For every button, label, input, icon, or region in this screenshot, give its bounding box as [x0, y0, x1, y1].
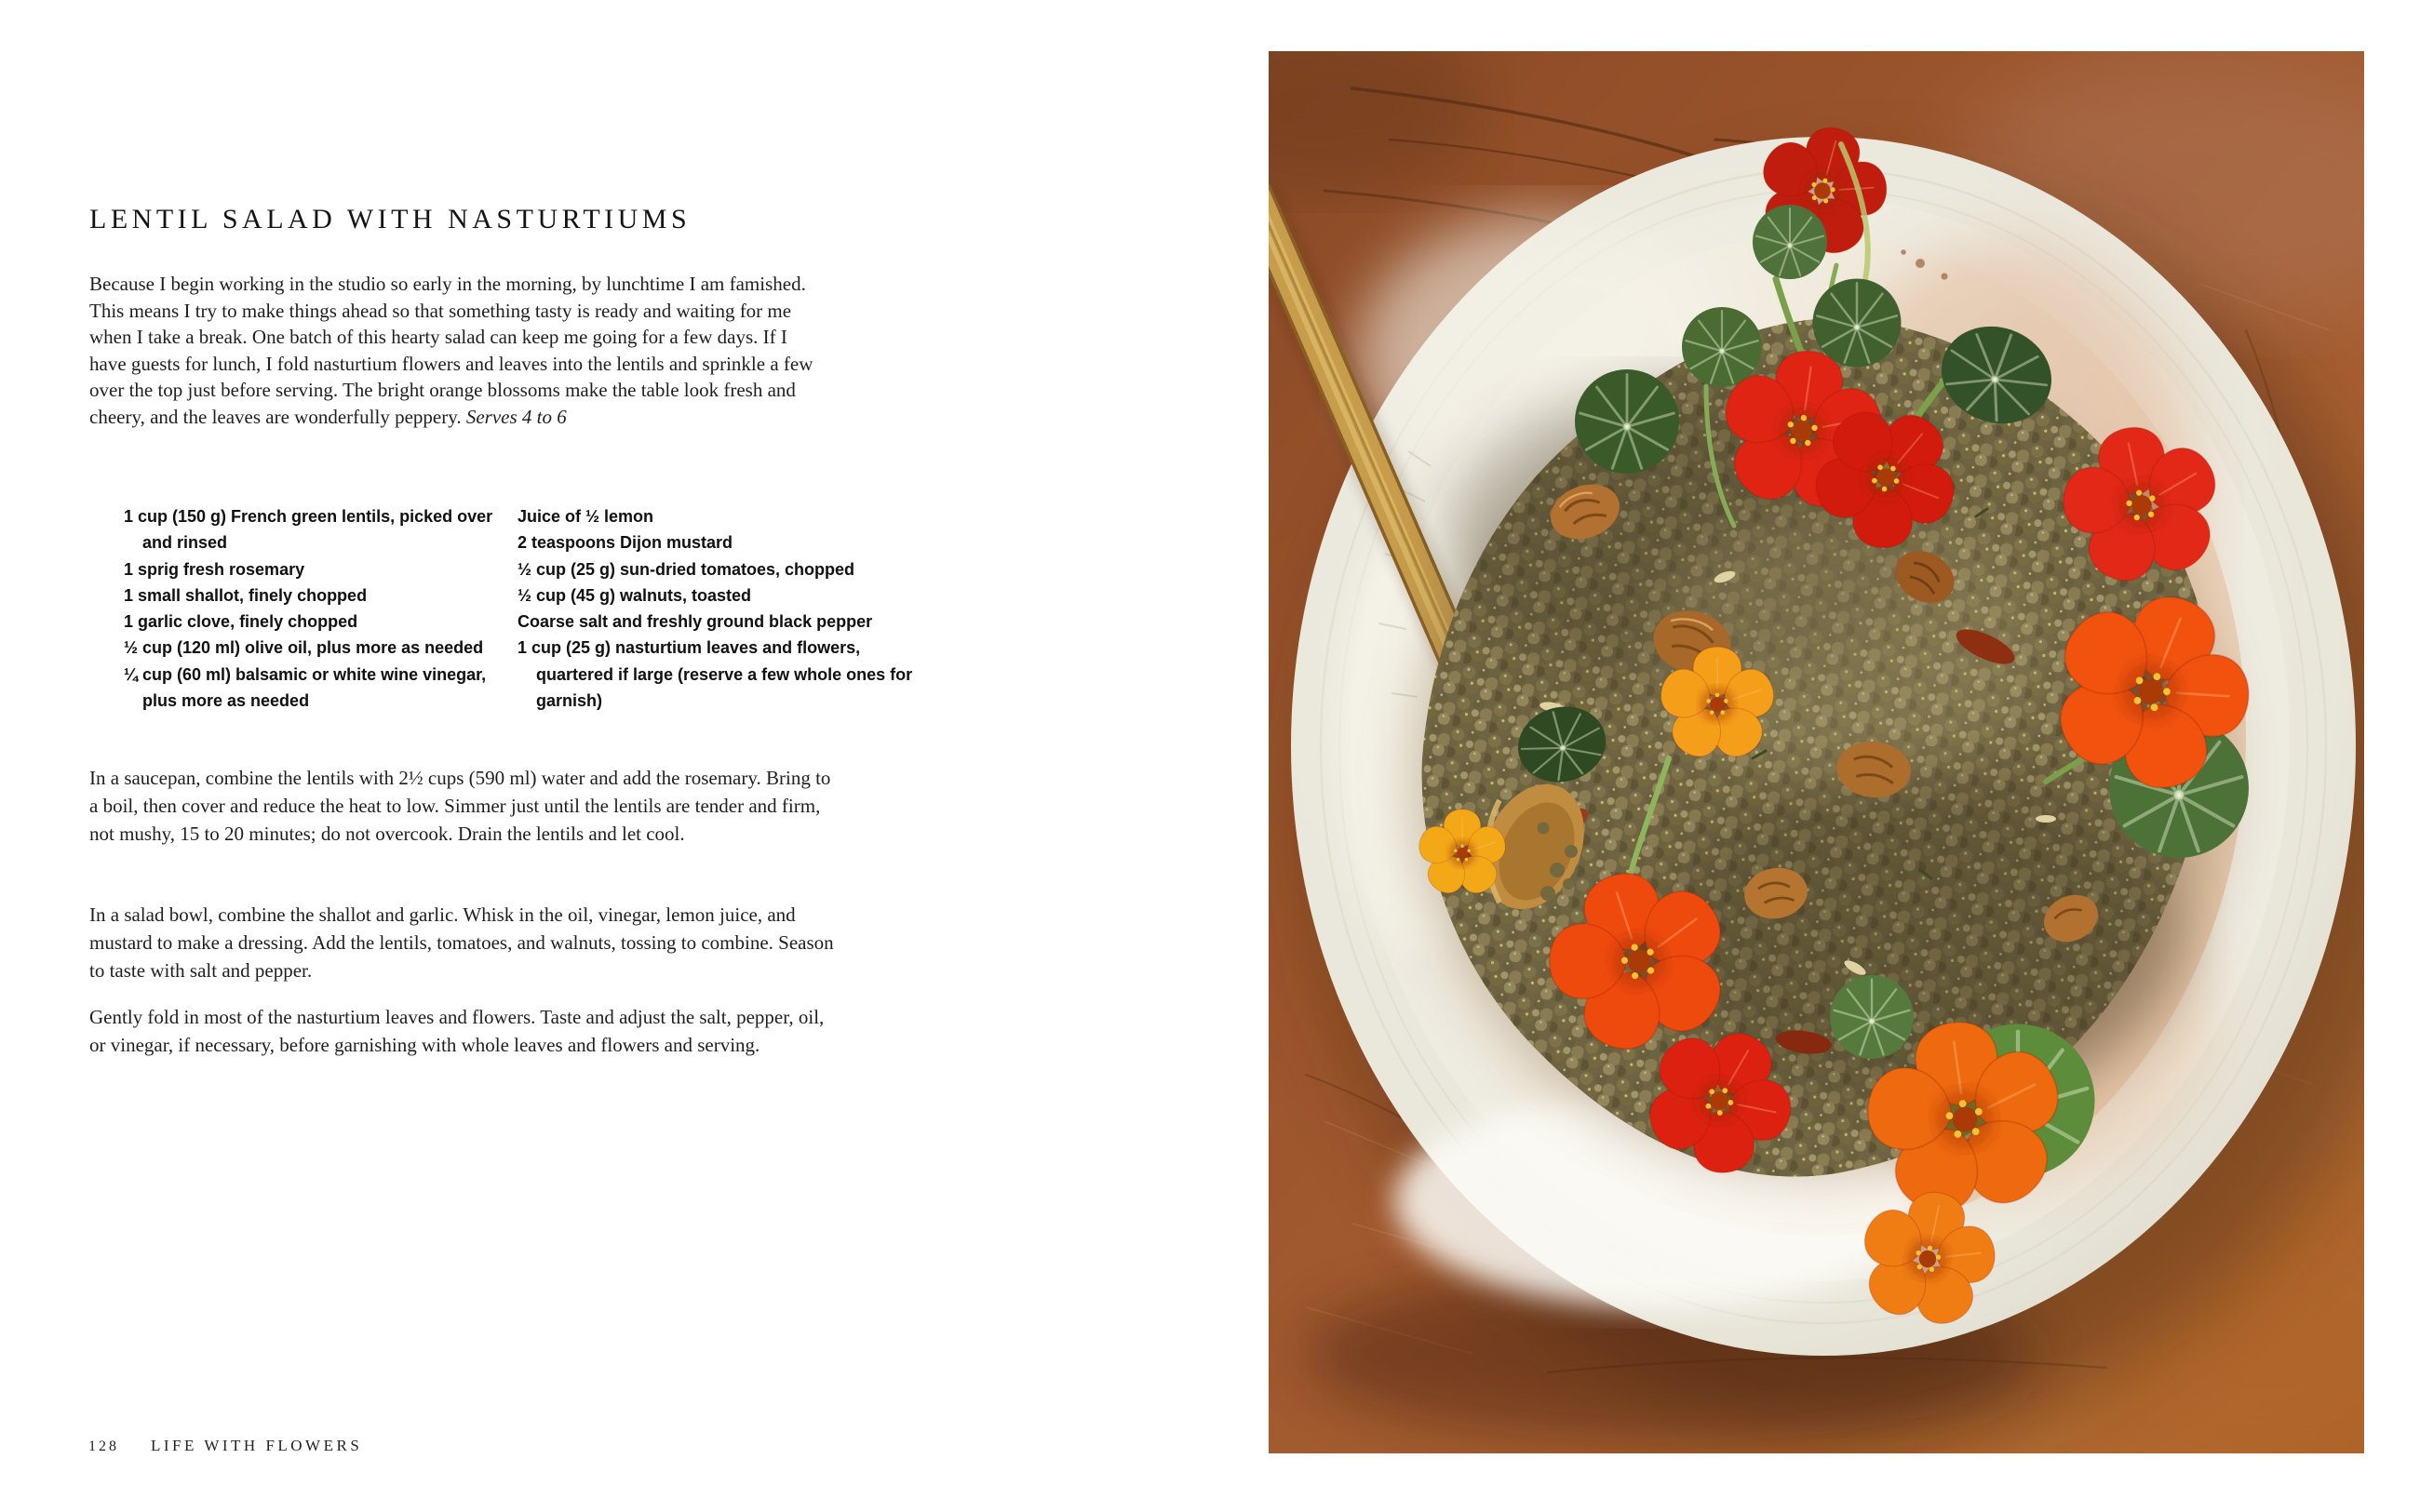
nasturtium-leaf — [1830, 975, 1914, 1059]
intro-text: Because I begin working in the studio so early in the morning, by lunchtime I am famished. This means I try to make things ahead so that something tasty is ready and waiting for me when I take a break. One batch of this hearty salad can keep me going for a few days. If I have guests for lunch, I fold nasturtium flowers and leaves into the lentils and sprinkle a few over the top just before serving. The bright orange blossoms make the table look fresh and cheery, and the leaves are wonderfully peppery. — [89, 273, 813, 428]
method-paragraph-3: Gently fold in most of the nasturtium leaves and flowers. Taste and adjust the salt, pepper, oil, or vinegar, if necessary, before garnishing with whole leaves and flowers and serving. — [89, 1006, 825, 1056]
ingredient-item: Juice of ½ lemon — [518, 507, 654, 526]
serves-note: Serves 4 to 6 — [465, 405, 567, 428]
nasturtium-leaf — [1753, 205, 1827, 279]
ingredient-item: ½ cup (120 ml) olive oil, plus more as needed — [124, 638, 484, 658]
nasturtium-leaf — [1575, 369, 1679, 474]
recipe-intro — [89, 271, 823, 430]
ingredient-item: 1 cup (150 g) French green lentils, picked over and rinsed — [124, 507, 493, 553]
ingredient-item: 2 teaspoons Dijon mustard — [518, 533, 733, 553]
ingredient-item: 1 cup (25 g) nasturtium leaves and flowers, quartered if large (reserve a few whole ones for garnish) — [518, 638, 913, 711]
ingredient-item: ¼ cup (60 ml) balsamic or white wine vinegar, plus more as needed — [124, 664, 487, 711]
ingredient-item: ½ cup (45 g) walnuts, toasted — [518, 585, 752, 605]
page-number: 128 — [88, 1438, 119, 1454]
method-paragraph-1: In a saucepan, combine the lentils with 2½ cups (590 ml) water and add the rosemary. Bring to a boil, then cover and reduce the heat to low. Simmer just until the lentils are tender and firm, not mushy, 15 to 20 minutes; do not overcook. Drain the lentils and let cool. — [89, 767, 831, 845]
nasturtium-leaf — [1682, 307, 1762, 387]
ingredient-item: 1 small shallot, finely chopped — [124, 585, 368, 605]
ingredient-item: Coarse salt and freshly ground black pepper — [518, 612, 873, 632]
ingredients-column-left — [124, 503, 524, 714]
page-title: LENTIL SALAD WITH NASTURTIUMS — [89, 204, 692, 234]
method-paragraph-2: In a salad bowl, combine the shallot and garlic. Whisk in the oil, vinegar, lemon juice, and mustard to make a dressing. Add the lentils, tomatoes, and walnuts, tossing to combine. Season to taste with salt and pepper. — [89, 903, 834, 982]
ingredients-column-right — [518, 503, 925, 714]
ingredient-item: 1 garlic clove, finely chopped — [124, 612, 358, 632]
page-footer — [88, 1437, 362, 1455]
running-title: LIFE WITH FLOWERS — [151, 1437, 363, 1454]
nasturtium-leaf — [1813, 279, 1902, 368]
ingredient-item: 1 sprig fresh rosemary — [124, 559, 305, 579]
ingredient-item: ½ cup (25 g) sun-dried tomatoes, chopped — [518, 559, 855, 579]
recipe-photo-lentil-salad — [1269, 51, 2364, 1453]
